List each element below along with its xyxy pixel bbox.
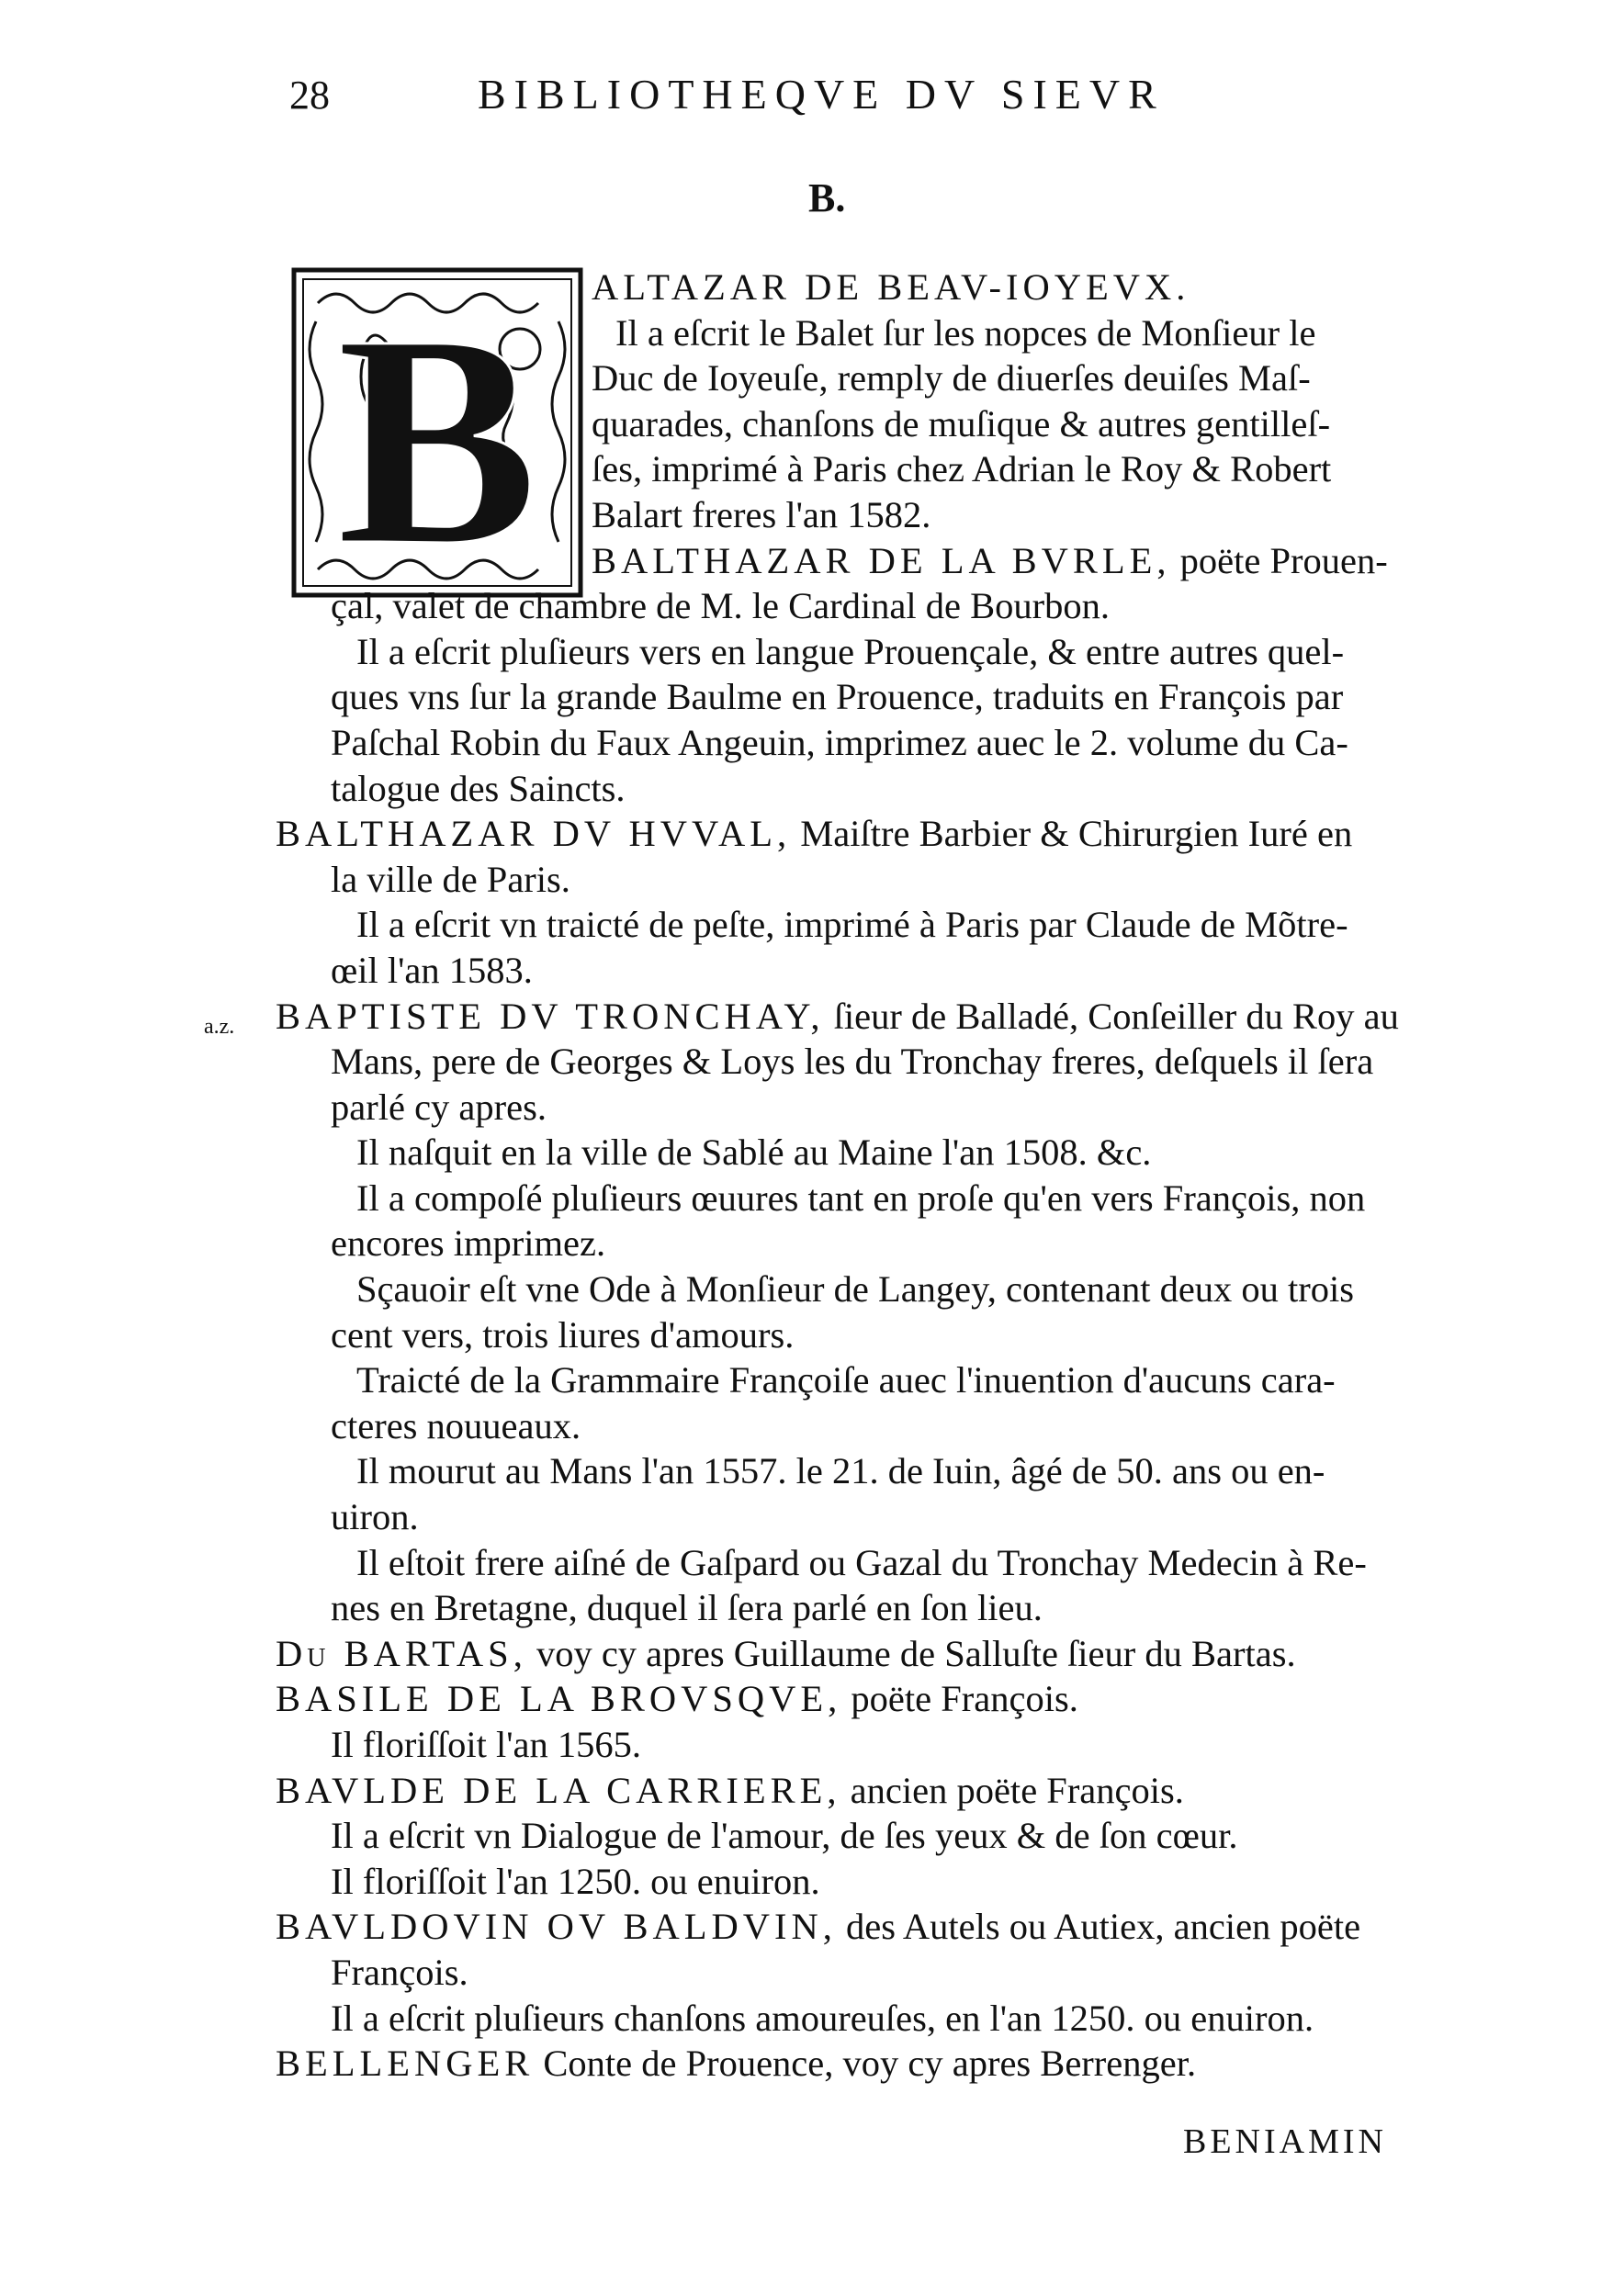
initial-letter: B bbox=[335, 273, 539, 599]
text-line: Traicté de la Grammaire Françoiſe auec l'inuention d'aucuns cara- bbox=[356, 1359, 1336, 1401]
text-line: BAVLDE DE LA CARRIERE, ancien poëte François. bbox=[276, 1769, 1184, 1811]
text-line: ALTAZAR DE BEAV-IOYEVX. bbox=[592, 266, 1190, 308]
text-line: Du BARTAS, voy cy apres Guillaume de Salluſte ſieur du Bartas. bbox=[276, 1632, 1296, 1674]
text-line: BASILE DE LA BROVSQVE, poëte François. bbox=[276, 1678, 1078, 1720]
text-line: œil l'an 1583. bbox=[331, 949, 533, 991]
text-line: Mans, pere de Georges & Loys les du Tronchay freres, deſquels il ſera bbox=[331, 1041, 1374, 1083]
text-line: cent vers, trois liures d'amours. bbox=[331, 1313, 795, 1356]
margin-note: a.z. bbox=[204, 1015, 235, 1039]
text-line: Il eſtoit frere aiſné de Gaſpard ou Gazal du Tronchay Medecin à Re- bbox=[356, 1541, 1367, 1583]
text-line: ques vns ſur la grande Baulme en Prouence, traduits en François par bbox=[331, 676, 1344, 718]
text-line: Il floriſſoit l'an 1565. bbox=[331, 1724, 642, 1765]
text-line: Sçauoir eſt vne Ode à Monſieur de Langey, contenant deux ou trois bbox=[356, 1268, 1355, 1311]
text-line: parlé cy apres. bbox=[331, 1086, 547, 1128]
text-line: çal, valet de chambre de M. le Cardinal de Bourbon. bbox=[331, 585, 1110, 627]
text-line: uiron. bbox=[331, 1496, 419, 1538]
text-line: BALTHAZAR DE LA BVRLE, poëte Prouen- bbox=[592, 539, 1388, 581]
text-line: Paſchal Robin du Faux Angeuin, imprimez auec le 2. volume du Ca- bbox=[331, 721, 1348, 763]
text-line: Balart freres l'an 1582. bbox=[592, 493, 931, 535]
text-line: Il a eſcrit vn traicté de peſte, imprimé à Paris par Claude de Mõtre- bbox=[356, 904, 1348, 946]
text-line: Il mourut au Mans l'an 1557. le 21. de Iuin, âgé de 50. ans ou en- bbox=[356, 1450, 1325, 1492]
text-line: Duc de Ioyeuſe, remply de diuerſes deuiſes Maſ- bbox=[592, 357, 1311, 400]
text-line: la ville de Paris. bbox=[331, 858, 570, 900]
text-line: quarades, chanſons de muſique & autres gentilleſ- bbox=[592, 402, 1331, 445]
page-number: 28 bbox=[289, 73, 330, 118]
text-line: BELLENGER Conte de Prouence, voy cy apres Berrenger. bbox=[276, 2043, 1197, 2085]
text-line: Il a eſcrit pluſieurs vers en langue Prouençale, & entre autres quel- bbox=[356, 630, 1345, 672]
text-line: encores imprimez. bbox=[331, 1222, 606, 1265]
text-line: Il a eſcrit vn Dialogue de l'amour, de ſes yeux & de ſon cœur. bbox=[331, 1815, 1238, 1857]
text-line: BAVLDOVIN OV BALDVIN, des Autels ou Autiex, ancien poëte bbox=[276, 1906, 1361, 1948]
text-block bbox=[276, 264, 1424, 2087]
text-line: BALTHAZAR DV HVVAL, Maiſtre Barbier & Chirurgien Iuré en bbox=[276, 813, 1353, 855]
text-line: talogue des Saincts. bbox=[331, 767, 626, 809]
text-line: cteres nouueaux. bbox=[331, 1404, 581, 1446]
text-line: Il a compoſé pluſieurs œuures tant en proſe qu'en vers François, non bbox=[356, 1176, 1366, 1219]
text-line: ſes, imprimé à Paris chez Adrian le Roy & Robert bbox=[592, 448, 1332, 490]
catchword: BENIAMIN bbox=[1183, 2122, 1387, 2161]
text-line: nes en Bretagne, duquel il ſera parlé en ſon lieu. bbox=[331, 1587, 1043, 1629]
text-line: François. bbox=[331, 1951, 468, 1993]
text-line: Il floriſſoit l'an 1250. ou enuiron. bbox=[331, 1860, 820, 1902]
running-head: BIBLIOTHEQVE DV SIEVR bbox=[478, 71, 1165, 118]
section-letter: B. bbox=[808, 175, 846, 220]
text-line: BAPTISTE DV TRONCHAY, ſieur de Balladé, Conſeiller du Roy au bbox=[276, 995, 1399, 1037]
text-line: Il a eſcrit le Balet ſur les nopces de Monſieur le bbox=[615, 311, 1316, 354]
text-line: Il naſquit en la ville de Sablé au Maine l'an 1508. &c. bbox=[356, 1131, 1152, 1174]
text-line: Il a eſcrit pluſieurs chanſons amoureuſes, en l'an 1250. ou enuiron. bbox=[331, 1997, 1314, 2039]
